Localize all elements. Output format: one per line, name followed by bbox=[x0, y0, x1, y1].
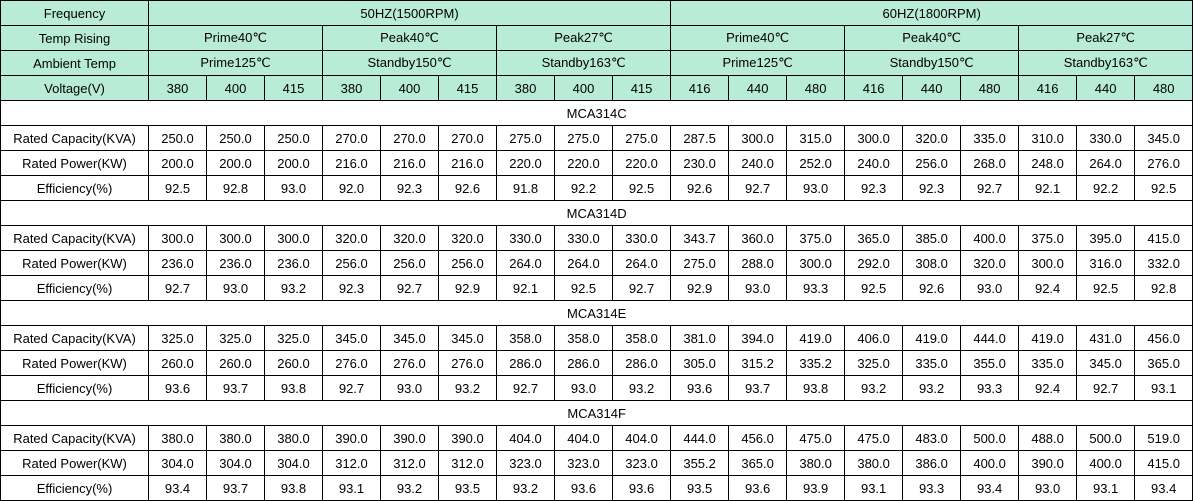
rated-power-value: 264.0 bbox=[1077, 151, 1135, 176]
efficiency-value: 93.7 bbox=[729, 376, 787, 401]
row-label-rated-capacity: Rated Capacity(KVA) bbox=[1, 426, 149, 451]
rated-power-value: 323.0 bbox=[613, 451, 671, 476]
efficiency-value: 92.5 bbox=[1077, 276, 1135, 301]
efficiency-value: 93.6 bbox=[671, 376, 729, 401]
rated-capacity-value: 325.0 bbox=[265, 326, 323, 351]
rated-capacity-value: 325.0 bbox=[207, 326, 265, 351]
rated-power-value: 256.0 bbox=[439, 251, 497, 276]
rated-power-value: 286.0 bbox=[497, 351, 555, 376]
rated-power-value: 335.2 bbox=[787, 351, 845, 376]
rated-capacity-value: 360.0 bbox=[729, 226, 787, 251]
rated-power-value: 400.0 bbox=[961, 451, 1019, 476]
rated-capacity-value: 358.0 bbox=[613, 326, 671, 351]
rated-capacity-value: 385.0 bbox=[903, 226, 961, 251]
rated-power-value: 248.0 bbox=[1019, 151, 1077, 176]
efficiency-value: 93.1 bbox=[1135, 376, 1193, 401]
efficiency-value: 93.4 bbox=[1135, 476, 1193, 501]
rated-capacity-value: 343.7 bbox=[671, 226, 729, 251]
efficiency-value: 92.0 bbox=[323, 176, 381, 201]
efficiency-value: 93.3 bbox=[787, 276, 845, 301]
efficiency-value: 92.6 bbox=[671, 176, 729, 201]
efficiency-value: 93.8 bbox=[265, 476, 323, 501]
rated-power-value: 335.0 bbox=[1019, 351, 1077, 376]
rated-power-value: 252.0 bbox=[787, 151, 845, 176]
rated-power-value: 380.0 bbox=[845, 451, 903, 476]
rated-capacity-value: 345.0 bbox=[439, 326, 497, 351]
efficiency-value: 92.3 bbox=[845, 176, 903, 201]
efficiency-value: 92.7 bbox=[1077, 376, 1135, 401]
rated-capacity-value: 390.0 bbox=[381, 426, 439, 451]
rated-capacity-value: 325.0 bbox=[149, 326, 207, 351]
rated-capacity-value: 375.0 bbox=[1019, 226, 1077, 251]
rated-power-value: 216.0 bbox=[323, 151, 381, 176]
row-label-ambient-temp: Ambient Temp bbox=[1, 51, 149, 76]
efficiency-value: 92.6 bbox=[903, 276, 961, 301]
rated-capacity-value: 390.0 bbox=[323, 426, 381, 451]
rated-capacity-value: 395.0 bbox=[1077, 226, 1135, 251]
header-row-temp-rising bbox=[1, 26, 1193, 51]
ambient-temp-group: Standby150℃ bbox=[323, 51, 497, 76]
rated-capacity-value: 320.0 bbox=[381, 226, 439, 251]
rated-capacity-value: 500.0 bbox=[1077, 426, 1135, 451]
rated-power-value: 260.0 bbox=[207, 351, 265, 376]
rated-power-value: 335.0 bbox=[903, 351, 961, 376]
voltage-value: 416 bbox=[1019, 76, 1077, 101]
efficiency-value: 93.0 bbox=[961, 276, 1019, 301]
rated-capacity-value: 345.0 bbox=[381, 326, 439, 351]
efficiency-value: 93.2 bbox=[439, 376, 497, 401]
voltage-value: 416 bbox=[845, 76, 903, 101]
efficiency-value: 93.0 bbox=[207, 276, 265, 301]
row-label-efficiency: Efficiency(%) bbox=[1, 376, 149, 401]
rated-capacity-value: 330.0 bbox=[555, 226, 613, 251]
voltage-value: 440 bbox=[729, 76, 787, 101]
efficiency-value: 92.7 bbox=[613, 276, 671, 301]
rated-power-value: 276.0 bbox=[323, 351, 381, 376]
rated-power-value: 264.0 bbox=[497, 251, 555, 276]
rated-capacity-value: 456.0 bbox=[1135, 326, 1193, 351]
rated-power-value: 305.0 bbox=[671, 351, 729, 376]
rated-capacity-value: 275.0 bbox=[497, 126, 555, 151]
efficiency-value: 93.2 bbox=[265, 276, 323, 301]
rated-capacity-value: 419.0 bbox=[787, 326, 845, 351]
rated-capacity-value: 275.0 bbox=[555, 126, 613, 151]
efficiency-value: 92.2 bbox=[555, 176, 613, 201]
ambient-temp-group: Standby163℃ bbox=[1019, 51, 1193, 76]
rated-power-value: 256.0 bbox=[323, 251, 381, 276]
rated-power-value: 316.0 bbox=[1077, 251, 1135, 276]
rated-capacity-value: 300.0 bbox=[265, 226, 323, 251]
efficiency-value: 93.5 bbox=[439, 476, 497, 501]
data-row-rated-capacity bbox=[1, 226, 1193, 251]
rated-capacity-value: 375.0 bbox=[787, 226, 845, 251]
rated-power-value: 256.0 bbox=[903, 151, 961, 176]
rated-power-value: 288.0 bbox=[729, 251, 787, 276]
row-label-rated-power: Rated Power(KW) bbox=[1, 251, 149, 276]
rated-power-value: 240.0 bbox=[845, 151, 903, 176]
efficiency-value: 92.3 bbox=[903, 176, 961, 201]
efficiency-value: 93.5 bbox=[671, 476, 729, 501]
efficiency-value: 93.2 bbox=[845, 376, 903, 401]
rated-power-value: 323.0 bbox=[555, 451, 613, 476]
voltage-value: 480 bbox=[961, 76, 1019, 101]
voltage-value: 380 bbox=[497, 76, 555, 101]
efficiency-value: 93.6 bbox=[555, 476, 613, 501]
data-row-rated-power bbox=[1, 351, 1193, 376]
temp-rising-group: Peak40℃ bbox=[845, 26, 1019, 51]
temp-rising-group: Prime40℃ bbox=[149, 26, 323, 51]
data-row-rated-capacity bbox=[1, 126, 1193, 151]
row-label-rated-capacity: Rated Capacity(KVA) bbox=[1, 326, 149, 351]
ambient-temp-group: Standby163℃ bbox=[497, 51, 671, 76]
rated-power-value: 268.0 bbox=[961, 151, 1019, 176]
rated-capacity-value: 419.0 bbox=[903, 326, 961, 351]
data-row-efficiency bbox=[1, 476, 1193, 501]
data-row-rated-power bbox=[1, 451, 1193, 476]
rated-power-value: 365.0 bbox=[729, 451, 787, 476]
rated-power-value: 355.0 bbox=[961, 351, 1019, 376]
rated-power-value: 236.0 bbox=[265, 251, 323, 276]
rated-power-value: 390.0 bbox=[1019, 451, 1077, 476]
rated-capacity-value: 404.0 bbox=[613, 426, 671, 451]
rated-capacity-value: 300.0 bbox=[729, 126, 787, 151]
row-label-rated-power: Rated Power(KW) bbox=[1, 451, 149, 476]
efficiency-value: 93.0 bbox=[787, 176, 845, 201]
rated-power-value: 200.0 bbox=[265, 151, 323, 176]
efficiency-value: 92.7 bbox=[323, 376, 381, 401]
rated-power-value: 365.0 bbox=[1135, 351, 1193, 376]
rated-power-value: 216.0 bbox=[381, 151, 439, 176]
efficiency-value: 93.0 bbox=[1019, 476, 1077, 501]
model-name-row bbox=[1, 401, 1193, 426]
efficiency-value: 93.2 bbox=[497, 476, 555, 501]
efficiency-value: 93.4 bbox=[961, 476, 1019, 501]
rated-capacity-value: 315.0 bbox=[787, 126, 845, 151]
efficiency-value: 93.6 bbox=[149, 376, 207, 401]
efficiency-value: 93.3 bbox=[961, 376, 1019, 401]
voltage-value: 480 bbox=[787, 76, 845, 101]
rated-power-value: 332.0 bbox=[1135, 251, 1193, 276]
header-row-ambient-temp bbox=[1, 51, 1193, 76]
rated-power-value: 325.0 bbox=[845, 351, 903, 376]
rated-capacity-value: 300.0 bbox=[207, 226, 265, 251]
frequency-group: 50HZ(1500RPM) bbox=[149, 1, 671, 26]
model-name: MCA314E bbox=[1, 301, 1193, 326]
voltage-value: 480 bbox=[1135, 76, 1193, 101]
efficiency-value: 93.1 bbox=[845, 476, 903, 501]
temp-rising-group: Peak40℃ bbox=[323, 26, 497, 51]
rated-power-value: 323.0 bbox=[497, 451, 555, 476]
efficiency-value: 92.4 bbox=[1019, 376, 1077, 401]
rated-capacity-value: 400.0 bbox=[961, 226, 1019, 251]
efficiency-value: 92.9 bbox=[439, 276, 497, 301]
row-label-efficiency: Efficiency(%) bbox=[1, 276, 149, 301]
rated-capacity-value: 300.0 bbox=[845, 126, 903, 151]
data-row-rated-capacity bbox=[1, 326, 1193, 351]
efficiency-value: 92.8 bbox=[207, 176, 265, 201]
rated-power-value: 286.0 bbox=[613, 351, 671, 376]
rated-capacity-value: 390.0 bbox=[439, 426, 497, 451]
voltage-value: 440 bbox=[1077, 76, 1135, 101]
rated-power-value: 300.0 bbox=[1019, 251, 1077, 276]
rated-capacity-value: 250.0 bbox=[265, 126, 323, 151]
efficiency-value: 92.9 bbox=[671, 276, 729, 301]
voltage-value: 440 bbox=[903, 76, 961, 101]
rated-capacity-value: 394.0 bbox=[729, 326, 787, 351]
efficiency-value: 93.2 bbox=[613, 376, 671, 401]
efficiency-value: 93.7 bbox=[207, 376, 265, 401]
rated-capacity-value: 380.0 bbox=[207, 426, 265, 451]
rated-capacity-value: 345.0 bbox=[323, 326, 381, 351]
efficiency-value: 92.6 bbox=[439, 176, 497, 201]
voltage-value: 400 bbox=[381, 76, 439, 101]
row-label-rated-power: Rated Power(KW) bbox=[1, 151, 149, 176]
frequency-group: 60HZ(1800RPM) bbox=[671, 1, 1193, 26]
rated-capacity-value: 419.0 bbox=[1019, 326, 1077, 351]
rated-power-value: 312.0 bbox=[323, 451, 381, 476]
efficiency-value: 92.5 bbox=[555, 276, 613, 301]
rated-power-value: 308.0 bbox=[903, 251, 961, 276]
rated-power-value: 216.0 bbox=[439, 151, 497, 176]
rated-capacity-value: 444.0 bbox=[671, 426, 729, 451]
rated-capacity-value: 358.0 bbox=[555, 326, 613, 351]
rated-capacity-value: 250.0 bbox=[149, 126, 207, 151]
data-row-efficiency bbox=[1, 376, 1193, 401]
data-row-efficiency bbox=[1, 176, 1193, 201]
rated-capacity-value: 330.0 bbox=[613, 226, 671, 251]
temp-rising-group: Peak27℃ bbox=[497, 26, 671, 51]
rated-power-value: 315.2 bbox=[729, 351, 787, 376]
efficiency-value: 93.0 bbox=[381, 376, 439, 401]
rated-capacity-value: 330.0 bbox=[497, 226, 555, 251]
rated-power-value: 355.2 bbox=[671, 451, 729, 476]
rated-capacity-value: 475.0 bbox=[787, 426, 845, 451]
model-name: MCA314C bbox=[1, 101, 1193, 126]
efficiency-value: 93.2 bbox=[381, 476, 439, 501]
rated-capacity-value: 404.0 bbox=[555, 426, 613, 451]
voltage-value: 400 bbox=[555, 76, 613, 101]
efficiency-value: 92.8 bbox=[1135, 276, 1193, 301]
rated-power-value: 300.0 bbox=[787, 251, 845, 276]
model-name-row bbox=[1, 201, 1193, 226]
rated-power-value: 264.0 bbox=[555, 251, 613, 276]
efficiency-value: 93.9 bbox=[787, 476, 845, 501]
model-name: MCA314F bbox=[1, 401, 1193, 426]
rated-power-value: 236.0 bbox=[149, 251, 207, 276]
rated-power-value: 400.0 bbox=[1077, 451, 1135, 476]
efficiency-value: 92.7 bbox=[961, 176, 1019, 201]
efficiency-value: 93.0 bbox=[555, 376, 613, 401]
efficiency-value: 93.1 bbox=[1077, 476, 1135, 501]
rated-capacity-value: 270.0 bbox=[381, 126, 439, 151]
ambient-temp-group: Prime125℃ bbox=[149, 51, 323, 76]
data-row-efficiency bbox=[1, 276, 1193, 301]
header-row-voltage bbox=[1, 76, 1193, 101]
row-label-temp-rising: Temp Rising bbox=[1, 26, 149, 51]
rated-capacity-value: 483.0 bbox=[903, 426, 961, 451]
rated-capacity-value: 335.0 bbox=[961, 126, 1019, 151]
rated-capacity-value: 431.0 bbox=[1077, 326, 1135, 351]
rated-capacity-value: 404.0 bbox=[497, 426, 555, 451]
voltage-value: 416 bbox=[671, 76, 729, 101]
rated-power-value: 275.0 bbox=[671, 251, 729, 276]
efficiency-value: 92.3 bbox=[381, 176, 439, 201]
efficiency-value: 93.2 bbox=[903, 376, 961, 401]
efficiency-value: 93.8 bbox=[787, 376, 845, 401]
rated-power-value: 236.0 bbox=[207, 251, 265, 276]
model-name-row bbox=[1, 301, 1193, 326]
efficiency-value: 93.6 bbox=[729, 476, 787, 501]
rated-capacity-value: 320.0 bbox=[439, 226, 497, 251]
rated-power-value: 345.0 bbox=[1077, 351, 1135, 376]
row-label-rated-capacity: Rated Capacity(KVA) bbox=[1, 226, 149, 251]
rated-capacity-value: 300.0 bbox=[149, 226, 207, 251]
ambient-temp-group: Prime125℃ bbox=[671, 51, 845, 76]
efficiency-value: 93.6 bbox=[613, 476, 671, 501]
efficiency-value: 92.4 bbox=[1019, 276, 1077, 301]
rated-power-value: 200.0 bbox=[149, 151, 207, 176]
rated-power-value: 292.0 bbox=[845, 251, 903, 276]
model-name: MCA314D bbox=[1, 201, 1193, 226]
rated-power-value: 220.0 bbox=[613, 151, 671, 176]
rated-capacity-value: 381.0 bbox=[671, 326, 729, 351]
efficiency-value: 92.5 bbox=[845, 276, 903, 301]
efficiency-value: 93.0 bbox=[265, 176, 323, 201]
data-row-rated-power bbox=[1, 151, 1193, 176]
rated-capacity-value: 358.0 bbox=[497, 326, 555, 351]
rated-power-value: 286.0 bbox=[555, 351, 613, 376]
row-label-efficiency: Efficiency(%) bbox=[1, 176, 149, 201]
rated-capacity-value: 380.0 bbox=[265, 426, 323, 451]
rated-power-value: 220.0 bbox=[555, 151, 613, 176]
efficiency-value: 92.7 bbox=[497, 376, 555, 401]
rated-capacity-value: 488.0 bbox=[1019, 426, 1077, 451]
efficiency-value: 93.4 bbox=[149, 476, 207, 501]
rated-power-value: 264.0 bbox=[613, 251, 671, 276]
voltage-value: 400 bbox=[207, 76, 265, 101]
rated-capacity-value: 270.0 bbox=[323, 126, 381, 151]
rated-power-value: 312.0 bbox=[381, 451, 439, 476]
voltage-value: 380 bbox=[149, 76, 207, 101]
rated-power-value: 230.0 bbox=[671, 151, 729, 176]
rated-power-value: 200.0 bbox=[207, 151, 265, 176]
efficiency-value: 92.5 bbox=[613, 176, 671, 201]
rated-power-value: 260.0 bbox=[265, 351, 323, 376]
rated-capacity-value: 250.0 bbox=[207, 126, 265, 151]
rated-power-value: 304.0 bbox=[207, 451, 265, 476]
rated-capacity-value: 320.0 bbox=[323, 226, 381, 251]
efficiency-value: 92.7 bbox=[381, 276, 439, 301]
rated-capacity-value: 500.0 bbox=[961, 426, 1019, 451]
efficiency-value: 91.8 bbox=[497, 176, 555, 201]
rated-capacity-value: 406.0 bbox=[845, 326, 903, 351]
row-label-frequency: Frequency bbox=[1, 1, 149, 26]
header-row-frequency bbox=[1, 1, 1193, 26]
rated-power-value: 415.0 bbox=[1135, 451, 1193, 476]
voltage-value: 415 bbox=[613, 76, 671, 101]
efficiency-value: 92.5 bbox=[149, 176, 207, 201]
efficiency-value: 93.8 bbox=[265, 376, 323, 401]
voltage-value: 415 bbox=[439, 76, 497, 101]
rated-power-value: 380.0 bbox=[787, 451, 845, 476]
temp-rising-group: Peak27℃ bbox=[1019, 26, 1193, 51]
rated-power-value: 386.0 bbox=[903, 451, 961, 476]
efficiency-value: 92.1 bbox=[497, 276, 555, 301]
rated-power-value: 304.0 bbox=[265, 451, 323, 476]
voltage-value: 380 bbox=[323, 76, 381, 101]
rated-capacity-value: 320.0 bbox=[903, 126, 961, 151]
row-label-rated-capacity: Rated Capacity(KVA) bbox=[1, 126, 149, 151]
rated-capacity-value: 310.0 bbox=[1019, 126, 1077, 151]
rated-capacity-value: 330.0 bbox=[1077, 126, 1135, 151]
rated-capacity-value: 519.0 bbox=[1135, 426, 1193, 451]
voltage-value: 415 bbox=[265, 76, 323, 101]
rated-capacity-value: 475.0 bbox=[845, 426, 903, 451]
efficiency-value: 93.1 bbox=[323, 476, 381, 501]
rated-power-value: 256.0 bbox=[381, 251, 439, 276]
rated-power-value: 304.0 bbox=[149, 451, 207, 476]
rated-power-value: 276.0 bbox=[1135, 151, 1193, 176]
row-label-voltage: Voltage(V) bbox=[1, 76, 149, 101]
data-row-rated-capacity bbox=[1, 426, 1193, 451]
row-label-rated-power: Rated Power(KW) bbox=[1, 351, 149, 376]
rated-capacity-value: 415.0 bbox=[1135, 226, 1193, 251]
rated-capacity-value: 345.0 bbox=[1135, 126, 1193, 151]
efficiency-value: 92.3 bbox=[323, 276, 381, 301]
ambient-temp-group: Standby150℃ bbox=[845, 51, 1019, 76]
rated-capacity-value: 444.0 bbox=[961, 326, 1019, 351]
model-name-row bbox=[1, 101, 1193, 126]
rated-power-value: 320.0 bbox=[961, 251, 1019, 276]
rated-power-value: 240.0 bbox=[729, 151, 787, 176]
rated-power-value: 276.0 bbox=[381, 351, 439, 376]
rated-power-value: 276.0 bbox=[439, 351, 497, 376]
rated-power-value: 220.0 bbox=[497, 151, 555, 176]
efficiency-value: 93.7 bbox=[207, 476, 265, 501]
data-row-rated-power bbox=[1, 251, 1193, 276]
efficiency-value: 92.7 bbox=[729, 176, 787, 201]
rated-capacity-value: 365.0 bbox=[845, 226, 903, 251]
efficiency-value: 92.7 bbox=[149, 276, 207, 301]
temp-rising-group: Prime40℃ bbox=[671, 26, 845, 51]
rated-capacity-value: 287.5 bbox=[671, 126, 729, 151]
efficiency-value: 93.3 bbox=[903, 476, 961, 501]
efficiency-value: 93.0 bbox=[729, 276, 787, 301]
efficiency-value: 92.5 bbox=[1135, 176, 1193, 201]
rated-power-value: 312.0 bbox=[439, 451, 497, 476]
efficiency-value: 92.1 bbox=[1019, 176, 1077, 201]
row-label-efficiency: Efficiency(%) bbox=[1, 476, 149, 501]
rated-power-value: 260.0 bbox=[149, 351, 207, 376]
rated-capacity-value: 270.0 bbox=[439, 126, 497, 151]
rated-capacity-value: 456.0 bbox=[729, 426, 787, 451]
rated-capacity-value: 380.0 bbox=[149, 426, 207, 451]
efficiency-value: 92.2 bbox=[1077, 176, 1135, 201]
rated-capacity-value: 275.0 bbox=[613, 126, 671, 151]
